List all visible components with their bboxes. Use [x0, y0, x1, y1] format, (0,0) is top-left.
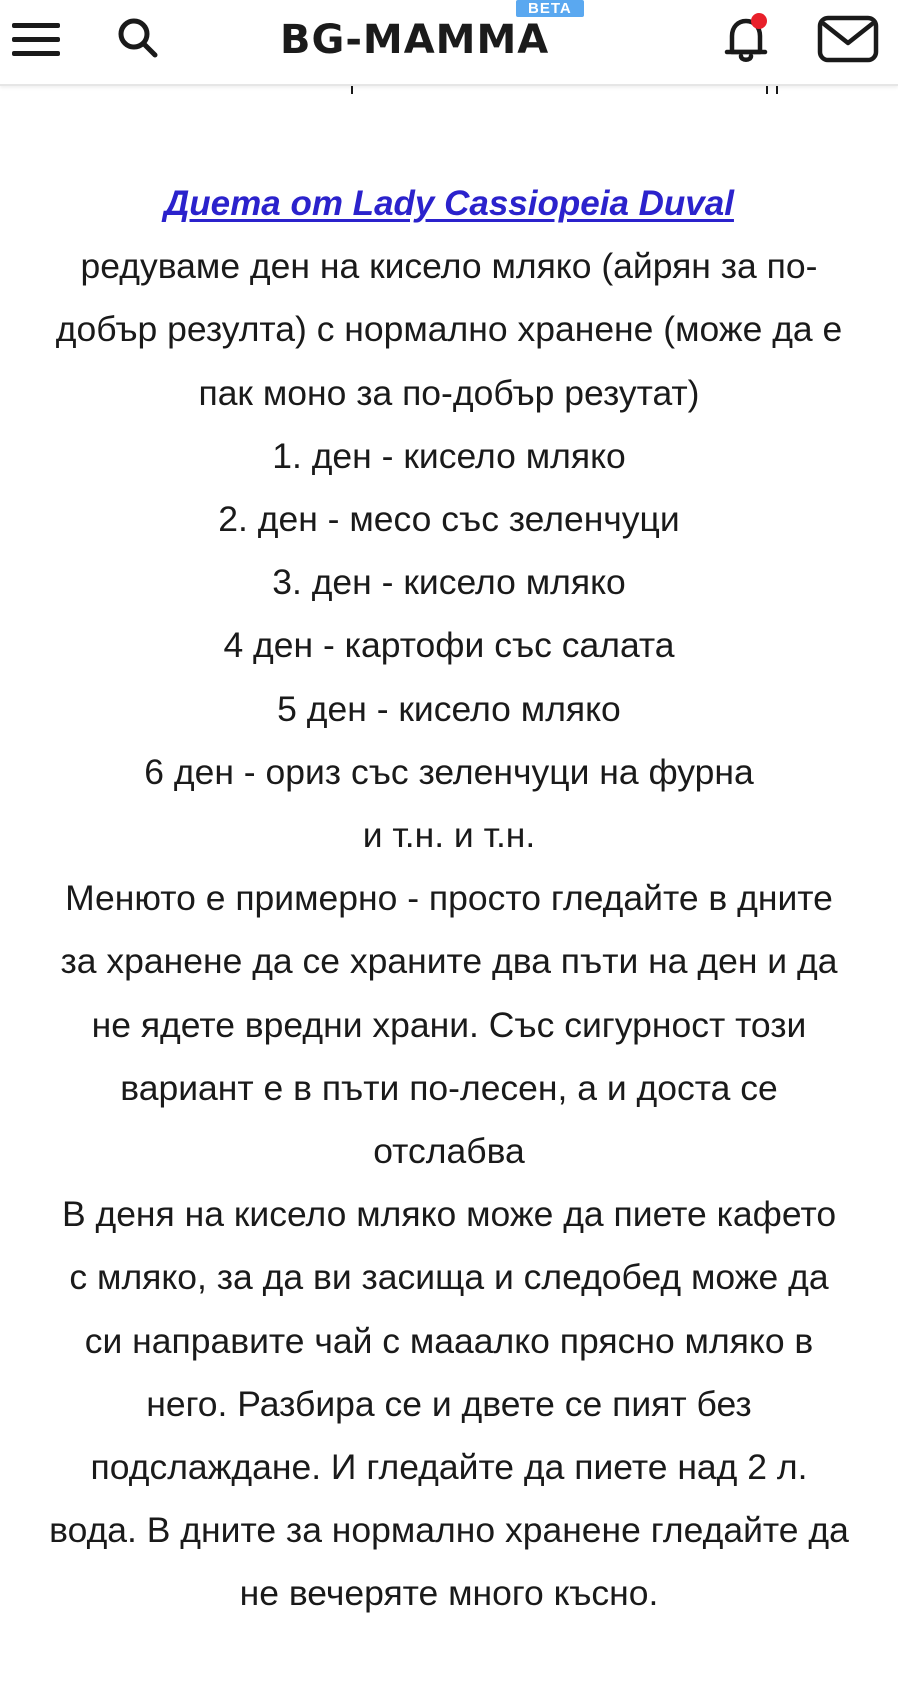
post-line: пак моно за по-добър резутат) — [198, 372, 700, 413]
top-navigation-bar — [0, 0, 898, 86]
search-button[interactable] — [112, 12, 164, 64]
site-logo[interactable] — [280, 0, 600, 63]
post-line: не ядете вредни храни. Със сигурност този — [91, 1004, 807, 1045]
notification-dot — [751, 13, 767, 29]
post-line: добър резулта) с нормално хранене (може да е — [55, 309, 843, 350]
post-line: редуваме ден на кисело мляко (айрян за по- — [80, 246, 818, 287]
post-line: 4 ден - картофи със салата — [223, 625, 675, 666]
diet-title-link[interactable]: Диета от Lady Cassiopeia Duval — [164, 184, 734, 223]
post-line: 2. ден - месо със зеленчуци — [218, 499, 680, 540]
post-line: и т.н. и т.н. — [362, 815, 536, 856]
logo-text: BG-MAMMA — [280, 17, 550, 63]
notification-bell-icon — [718, 10, 774, 66]
post-line: за хранене да се храните два пъти на ден и да — [60, 941, 838, 982]
post-line: Менюто е примерно - просто гледайте в дните — [65, 878, 833, 919]
post-line: 3. ден - кисело мляко — [272, 562, 626, 603]
mail-icon — [817, 15, 879, 63]
previous-text-fragment — [0, 84, 898, 98]
notifications-button[interactable] — [716, 8, 776, 68]
post-line: отслабва — [373, 1131, 525, 1172]
post-line: вода. В дните за нормално хранене гледайте да — [49, 1510, 849, 1551]
messages-button[interactable] — [810, 10, 886, 68]
post-line: вариант е в пъти по-лесен, а и доста се — [120, 1067, 778, 1108]
menu-icon — [10, 20, 62, 60]
beta-badge: BETA — [516, 0, 584, 17]
post-line: не вечеряте много късно. — [239, 1573, 659, 1614]
post-line: с мляко, за да ви засища и следобед може да — [69, 1257, 829, 1298]
post-line: В деня на кисело мляко може да пиете кафето — [61, 1194, 837, 1235]
post-line: подслаждане. И гледайте да пиете над 2 л. — [90, 1447, 808, 1488]
post-line: си направите чай с маaалко прясно мляко в — [84, 1320, 814, 1361]
post-line: 5 ден - кисело мляко — [277, 688, 621, 729]
post-body — [10, 172, 888, 1626]
post-line: него. Разбира се и двете се пият без — [146, 1383, 752, 1424]
post-line: 1. ден - кисело мляко — [272, 435, 626, 476]
post-line: 6 ден - ориз със зеленчуци на фурна — [144, 751, 754, 792]
search-icon — [115, 15, 161, 61]
menu-button[interactable] — [8, 14, 64, 66]
